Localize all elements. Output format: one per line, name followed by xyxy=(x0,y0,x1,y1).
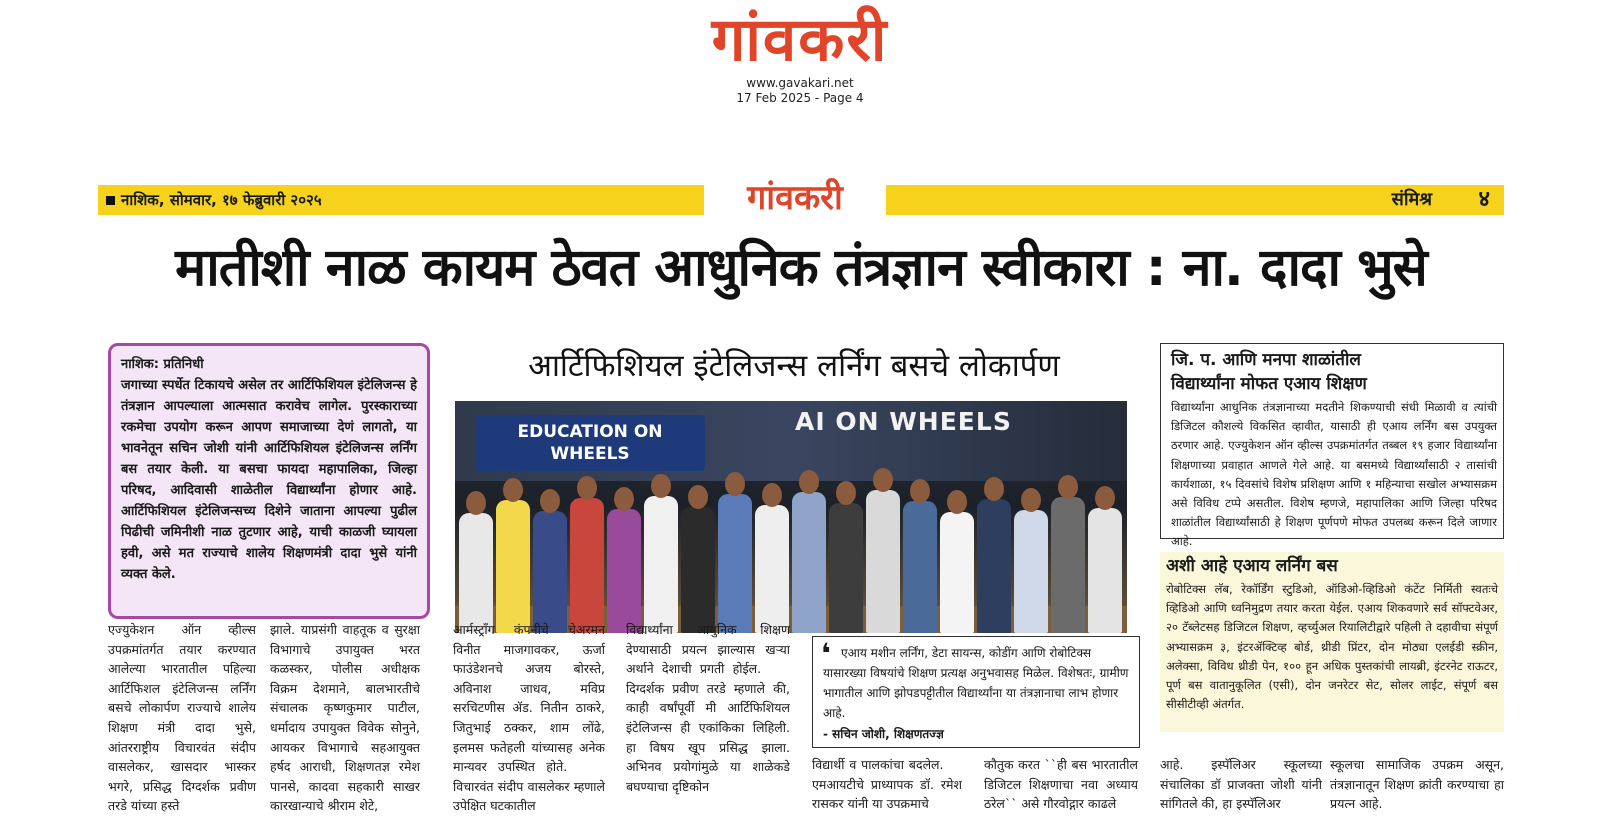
sidebar2-title: अशी आहे एआय लर्निंग बस xyxy=(1166,556,1338,576)
sidebar1-title-line1: जि. प. आणि मनपा शाळांतील xyxy=(1171,350,1361,370)
person-head xyxy=(614,487,634,511)
person-head xyxy=(466,491,486,515)
photo-banner-left: EDUCATION ON WHEELS xyxy=(475,415,705,471)
article-column-5: विद्यार्थी व पालकांचा बदलेल. एमआयटीचे प्राध्यापक डॉ. रमेश रासकर यांनी या उपक्रमाचे xyxy=(812,757,962,812)
sidebar2-text: रोबोटिक्स लॅब, रेकॉर्डिंग स्टुडिओ, ऑडिओ-व्हिडिओ कंटेंट निर्मिती स्वतःचे व्हिडिओ आणि ध्वनिमुद्रण तयार करता येईल. एआय शिकवणारे सर्व सॉफ्टवेअर, २० टॅब्लेटसह डिजिटल शिक्षण, व्हर्च्युअल रियालिटीद्वारे पहिली ते दहावीचा संपूर्ण अभ्यासक्रम ३, इंटरॲक्टिव्ह बोर्ड, थ्रीडी प्रिंटर, दोन मोठ्या एलईडी स्क्रीन, अलेक्सा, विविध थ्रीडी पेन, १०० हून अधिक पुस्तकांची लायब्री, इंटरनेट राऊटर, पूर्ण बस वातानुकूलित (एसी), दोन जनरेटर सेट, सोलर लाईट, संपूर्ण बस सीसीटीव्ही अंतर्गत. xyxy=(1166,582,1498,712)
person-silhouette xyxy=(1051,497,1085,633)
masthead-date-page: 17 Feb 2025 - Page 4 xyxy=(736,91,864,105)
band-dateline-text: नाशिक, सोमवार, १७ फेब्रुवारी २०२५ xyxy=(121,191,322,209)
intro-dateline: नाशिक: प्रतिनिधी xyxy=(121,357,204,372)
person-head xyxy=(836,481,856,505)
quote-author: - सचिन जोशी, शिक्षणतज्ज्ञ xyxy=(823,727,944,741)
article-column-1: एज्युकेशन ऑन व्हील्स उपक्रमांतर्गत तयार करण्यात आलेल्या भारतातील पहिल्या आर्टिफिशल इंटेलिजन्स लर्निंग बसचे लोकार्पण राज्याचे शालेय शिक्षण मंत्री दादा भुसे, आंतरराष्ट्रीय विचारवंत संदीप वासलेकर, खासदार भास्कर भगरे, प्रसिद्ध दिग्दर्शक प्रवीण तरडे यांच्या हस्ते xyxy=(108,622,256,814)
person-head xyxy=(1095,486,1115,510)
article-column-6: कौतुक करत ``ही बस भारतातील डिजिटल शिक्षणाचा नवा अध्याय ठरेल`` असे गौरवोद्गार काढले xyxy=(984,757,1138,812)
sidebar1-title-line2: विद्यार्थ्यांना मोफत एआय शिक्षण xyxy=(1171,374,1367,394)
article-column-7: आहे. इस्पॅलिअर स्कूलच्या संचालिका डॉ प्राजक्ता जोशी यांनी सांगितले की, हा इस्पॅलिअर xyxy=(1160,757,1322,812)
band-section xyxy=(886,185,1504,215)
article-column-4: विद्यार्थ्यांना आधुनिक शिक्षण देण्यासाठी प्रयत्न झाल्यास खऱ्या अर्थाने देशाची प्रगती होईल. दिग्दर्शक प्रवीण तरडे म्हणाले की, काही वर्षांपूर्वी मी आर्टिफिशियल इंटेलिजन्स ही एकांकिका लिहिली. हा विषय खूप प्रसिद्ध झाला. अभिनव प्रयोगांमुळे या शाळेकडे बघण्याचा दृष्टिकोन xyxy=(626,622,790,794)
band-logo: गांवकरी xyxy=(747,178,843,218)
person-head xyxy=(947,490,967,514)
person-silhouette xyxy=(533,511,567,633)
person-silhouette xyxy=(1014,510,1048,633)
person-head xyxy=(688,485,708,509)
person-head xyxy=(725,472,745,496)
person-silhouette xyxy=(903,501,937,633)
intro-box xyxy=(108,343,430,619)
subheadline: आर्टिफिशियल इंटेलिजन्स लर्निंग बसचे लोकार्पण xyxy=(528,348,1060,384)
quote-box xyxy=(812,636,1140,748)
person-silhouette xyxy=(755,505,789,633)
person-head xyxy=(1021,488,1041,512)
person-silhouette xyxy=(977,499,1011,633)
person-silhouette xyxy=(459,513,493,633)
headline: मातीशी नाळ कायम ठेवत आधुनिक तंत्रज्ञान स्वीकारा : ना. दादा भुसे xyxy=(175,238,1427,298)
person-silhouette xyxy=(496,500,530,633)
intro-text: जगाच्या स्पर्धेत टिकायचे असेल तर आर्टिफिशियल इंटेलिजन्स हे तंत्रज्ञान आपल्याला आत्मसात करावेच लागेल. पुरस्काराच्या रकमेचा उपयोग करून आपण समाजाच्या देणं लागतो, या भावनेतून सचिन जोशी यांनी आर्टिफिशियल इंटेलिजन्स लर्निंग बस तयार केली. या बसचा फायदा महापालिका, जिल्हा परिषद, आदिवासी शाळेतील विद्यार्थ्यांना होणार आहे. आर्टिफिशियल इंटेलिजन्सच्य दिशेने जाताना आपल्या पुढील पिढीची जमिनीशी नाळ तुटणार आहे, याची काळजी घ्यायला हवी, असे मत राज्याचे शालेय शिक्षणमंत्री दादा भुसे यांनी व्यक्त केले. xyxy=(121,378,417,582)
person-silhouette xyxy=(1088,508,1122,633)
article-column-3: आर्मस्ट्रॉंग कंपनीचे चेअरमन विनीत माजगावकर, ऊर्जा फाउंडेशनचे अजय बोरस्ते, अविनाश जाधव, मविप्र सरचिटणीस ॲड. नितीन ठाकरे, जितुभाई ठक्कर, शाम लोंढे, इलमस फतेहली यांच्यासह अनेक मान्यवर उपस्थित होते. विचारवंत संदीप वासलेकर म्हणाले उपेक्षित घटकातील xyxy=(453,622,605,814)
sidebar-ai-bus-features xyxy=(1160,552,1504,732)
event-photo xyxy=(455,401,1127,633)
sidebar-free-ai-education xyxy=(1160,343,1504,549)
band-dateline xyxy=(98,185,704,215)
person-head xyxy=(651,474,671,498)
person-head xyxy=(873,468,893,492)
person-silhouette xyxy=(681,507,715,633)
person-silhouette xyxy=(644,496,678,633)
person-silhouette xyxy=(718,494,752,633)
quote-text: एआय मशीन लर्निंग, डेटा सायन्स, कोडींग आणि रोबोटिक्स यासारख्या विषयांचे शिक्षण प्रत्यक्ष अनुभवासह मिळेल. विशेषतः, ग्रामीण भागातील आणि झोपडपट्टीतील विद्यार्थ्यांना या तंत्रज्ञानाचा लाभ होणार आहे. xyxy=(823,646,1129,720)
person-head xyxy=(503,478,523,502)
person-silhouette xyxy=(607,509,641,633)
person-head xyxy=(762,483,782,507)
person-head xyxy=(577,476,597,500)
person-silhouette xyxy=(570,498,604,633)
person-head xyxy=(540,489,560,513)
person-silhouette xyxy=(940,512,974,633)
quote-mark-icon: ❛ xyxy=(821,637,831,670)
masthead-logo: गांवकरी xyxy=(711,5,889,75)
person-head xyxy=(799,470,819,494)
person-head xyxy=(984,477,1004,501)
person-silhouette xyxy=(866,490,900,633)
page-number: ४ xyxy=(1478,187,1490,212)
person-silhouette xyxy=(829,503,863,633)
masthead-url: www.gavakari.net xyxy=(746,76,854,90)
sidebar1-text: विद्यार्थ्यांना आधुनिक तंत्रज्ञानाच्या मदतीने शिकण्याची संधी मिळावी व त्यांची डिजिटल कौशल्ये विकसित व्हावीत, यासाठी ही एआय लर्निंग बस उपयुक्त ठरणार आहे. एज्युकेशन ऑन व्हील्स उपक्रमांतर्गत तब्बल १९ हजार विद्यार्थ्यांना शिक्षणाच्या प्रवाहात आणले गेले आहे. या बसमध्ये विद्यार्थ्यांसाठी २ तासांची कार्यशाळा, १५ दिवसांचे विशेष प्रशिक्षण आणि १ महिन्याचा सखोल अभ्यासक्रम असे विविध टप्पे असतील. विशेष म्हणजे, महापालिका आणि जिल्हा परिषद शाळांतील विद्यार्थ्यांसाठी हे शिक्षण पूर्णपणे मोफत उपलब्ध करून दिले जाणार आहे. xyxy=(1171,400,1497,549)
person-head xyxy=(910,479,930,503)
person-silhouette xyxy=(792,492,826,633)
photo-banner-right: AI ON WHEELS xyxy=(795,407,1012,436)
square-bullet-icon xyxy=(106,196,115,205)
article-column-8: स्कूलचा सामाजिक उपक्रम असून, तंत्रज्ञानातून शिक्षण क्रांती करण्याचा हा प्रयत्न आहे. xyxy=(1330,757,1504,812)
section-name: संमिश्र xyxy=(1391,189,1432,210)
article-column-2: झाले. याप्रसंगी वाहतूक व सुरक्षा विभागाचे उपायुक्त भरत कळस्कर, पोलीस अधीक्षक विक्रम देशमाने, बालभारतीचे संचालक कृष्णकुमार पाटील, धर्मादाय उपायुक्त विवेक सोनुने, आयकर विभागाचे सहआयुक्त हर्षद आराधी, शिक्षणतज्ञ रमेश पानसे, कादवा सहकारी साखर कारखान्याचे श्रीराम शेटे, xyxy=(270,622,420,814)
person-head xyxy=(1058,475,1078,499)
